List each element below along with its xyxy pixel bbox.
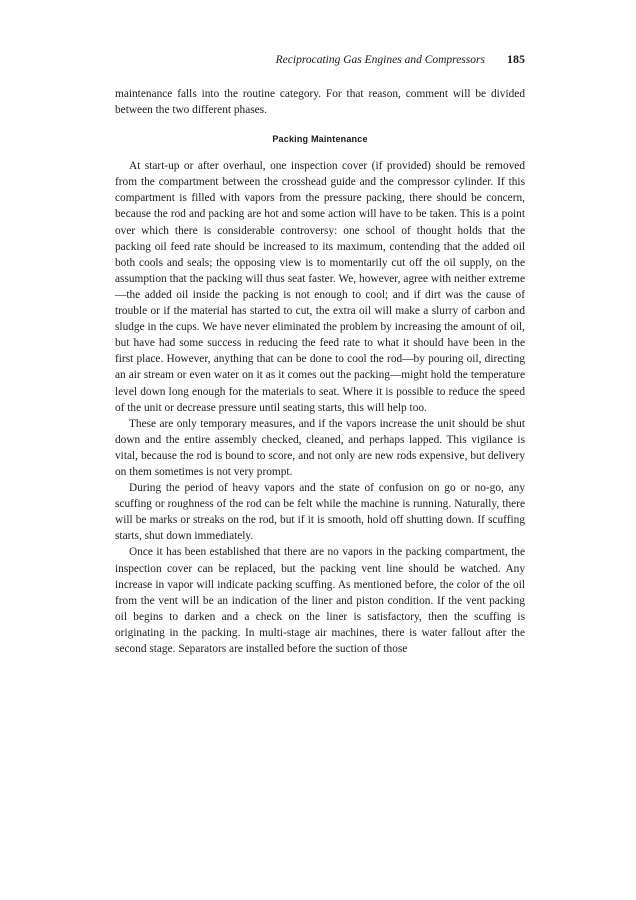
page-number: 185 (507, 52, 525, 66)
paragraph-startup: At start-up or after overhaul, one inspection cover (if provided) should be removed from the compartment between the crosshead guide and the compressor cylinder. If this compartment is filled with vapors from the pressure packing, there should be concern, because the rod and packing are hot and some action will have to be taken. This is a point over which there is considerable controversy: one school of thought holds that the packing oil feed rate should be increased to its maximum, contending that the added oil both cools and seals; the opposing view is to momentarily cut off the oil supply, on the assumption that the packing will thus seat faster. We, however, agree with neither extreme—the added oil inside the packing is not enough to cool; and if dirt was the cause of trouble or if the material has started to cut, the extra oil will make a slurry of carbon and sludge in the cups. We have never eliminated the problem by increasing the amount of oil, but have had some success in reducing the feed rate to what it should have been in the first place. However, anything that can be done to cool the rod—by pouring oil, directing an air stream or even water on it as it comes out the packing—might hold the temperature level down long enough for the materials to seat. Where it is possible to reduce the speed of the unit or decrease pressure until seating starts, this will help too. (115, 160, 525, 414)
intro-paragraph: maintenance falls into the routine category. For that reason, comment will be divided between the two different phases. (115, 88, 525, 117)
paragraph-vent-line: Once it has been established that there are no vapors in the packing compartment, the inspection cover can be replaced, but the packing vent line should be watched. Any increase in vapor will indicate packing scuffing. As mentioned before, the color of the oil from the vent will be an indication of the liner and piston condition. If the vent packing oil begins to darken and a check on the liner is satisfactory, then the scuffing is originating in the packing. In multi-stage air machines, there is water fallout after the second stage. Separators are installed before the suction of those (115, 546, 525, 655)
book-page (115, 52, 525, 657)
running-header (115, 52, 525, 74)
section-heading: Packing Maintenance (272, 134, 368, 145)
paragraph-heavy-vapors: During the period of heavy vapors and the state of confusion on go or no-go, any scuffing or roughness of the rod can be felt while the machine is running. Naturally, there will be marks or streaks on the rod, but if it is smooth, hold off shutting down. If scuffing starts, shut down immediately. (115, 482, 525, 543)
running-title: Reciprocating Gas Engines and Compressors (275, 54, 485, 66)
paragraph-temporary-measures: These are only temporary measures, and if the vapors increase the unit should be shut down and the entire assembly checked, cleaned, and perhaps lapped. This vigilance is vital, because the rod is bound to score, and not only are new rods expensive, but delivery on them sometimes is not very prompt. (115, 417, 525, 478)
